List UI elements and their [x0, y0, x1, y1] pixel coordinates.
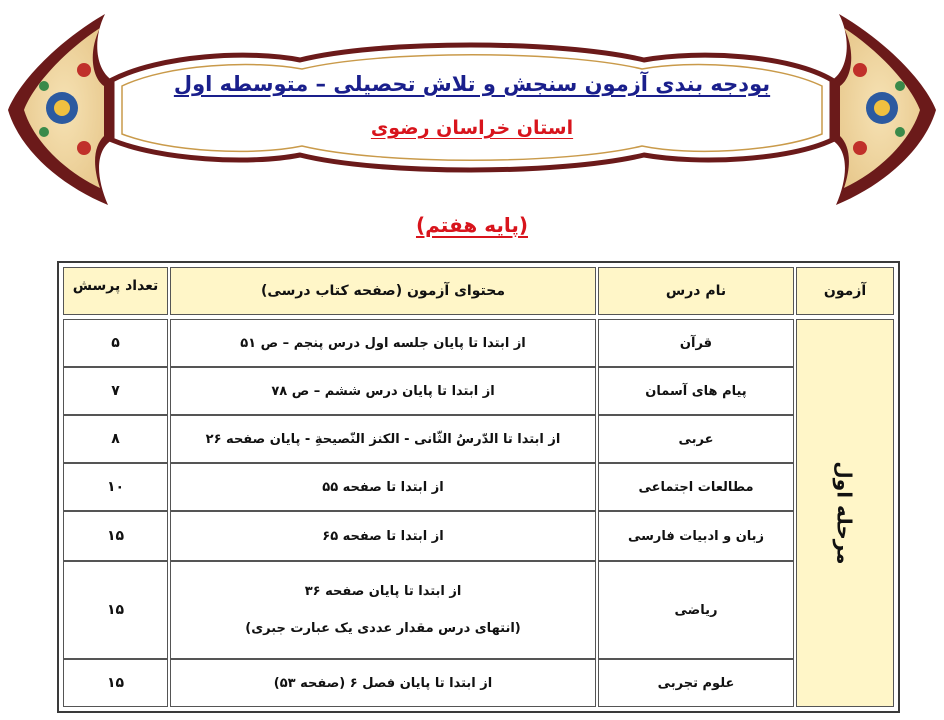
stage-cell: مرحله اول: [796, 319, 894, 707]
content-cell: از ابتدا تا پایان فصل ۶ (صفحه ۵۳): [170, 659, 596, 707]
content-cell: از ابتدا تا پایان جلسه اول درس پنجم – ص ۵۱: [170, 319, 596, 367]
count-cell: ۱۵: [63, 511, 168, 561]
header-count: تعداد پرسش: [63, 267, 168, 315]
decorative-banner: [0, 0, 944, 210]
count-cell: ۱۰: [63, 463, 168, 511]
page-title: بودجه بندی آزمون سنجش و تلاش تحصیلی – متوسطه اول: [173, 72, 771, 96]
count-cell: ۵: [63, 319, 168, 367]
subject-cell: مطالعات اجتماعی: [598, 463, 794, 511]
content-cell: از ابتدا تا الدّرسُ الثّانی - الکنز النّصیحةِ - پایان صفحه ۲۶: [170, 415, 596, 463]
content-note: (انتهای درس مقدار عددی یک عبارت جبری): [245, 621, 521, 636]
page-subtitle: استان خراسان رضوی: [370, 117, 574, 139]
content-cell: از ابتدا تا صفحه ۶۵: [170, 511, 596, 561]
header-content: محتوای آزمون (صفحه کتاب درسی): [170, 267, 596, 315]
header-exam: آزمون: [796, 267, 894, 315]
count-cell: ۸: [63, 415, 168, 463]
content-cell: از ابتدا تا پایان درس ششم – ص ۷۸: [170, 367, 596, 415]
subject-cell: قرآن: [598, 319, 794, 367]
content-cell: از ابتدا تا پایان صفحه ۳۶ (انتهای درس مقدار عددی یک عبارت جبری): [170, 561, 596, 659]
budget-table: [57, 261, 900, 713]
subject-cell: پیام های آسمان: [598, 367, 794, 415]
subject-cell: علوم تجربی: [598, 659, 794, 707]
left-ornament-icon: [8, 14, 112, 205]
count-cell: ۷: [63, 367, 168, 415]
count-cell: ۱۵: [63, 561, 168, 659]
content-cell: از ابتدا تا صفحه ۵۵: [170, 463, 596, 511]
grade-title: (پایه هفتم): [415, 213, 528, 237]
subject-cell: عربی: [598, 415, 794, 463]
header-subject: نام درس: [598, 267, 794, 315]
right-ornament-icon: [832, 14, 936, 205]
count-cell: ۱۵: [63, 659, 168, 707]
subject-cell: زبان و ادبیات فارسی: [598, 511, 794, 561]
subject-cell: ریاضی: [598, 561, 794, 659]
